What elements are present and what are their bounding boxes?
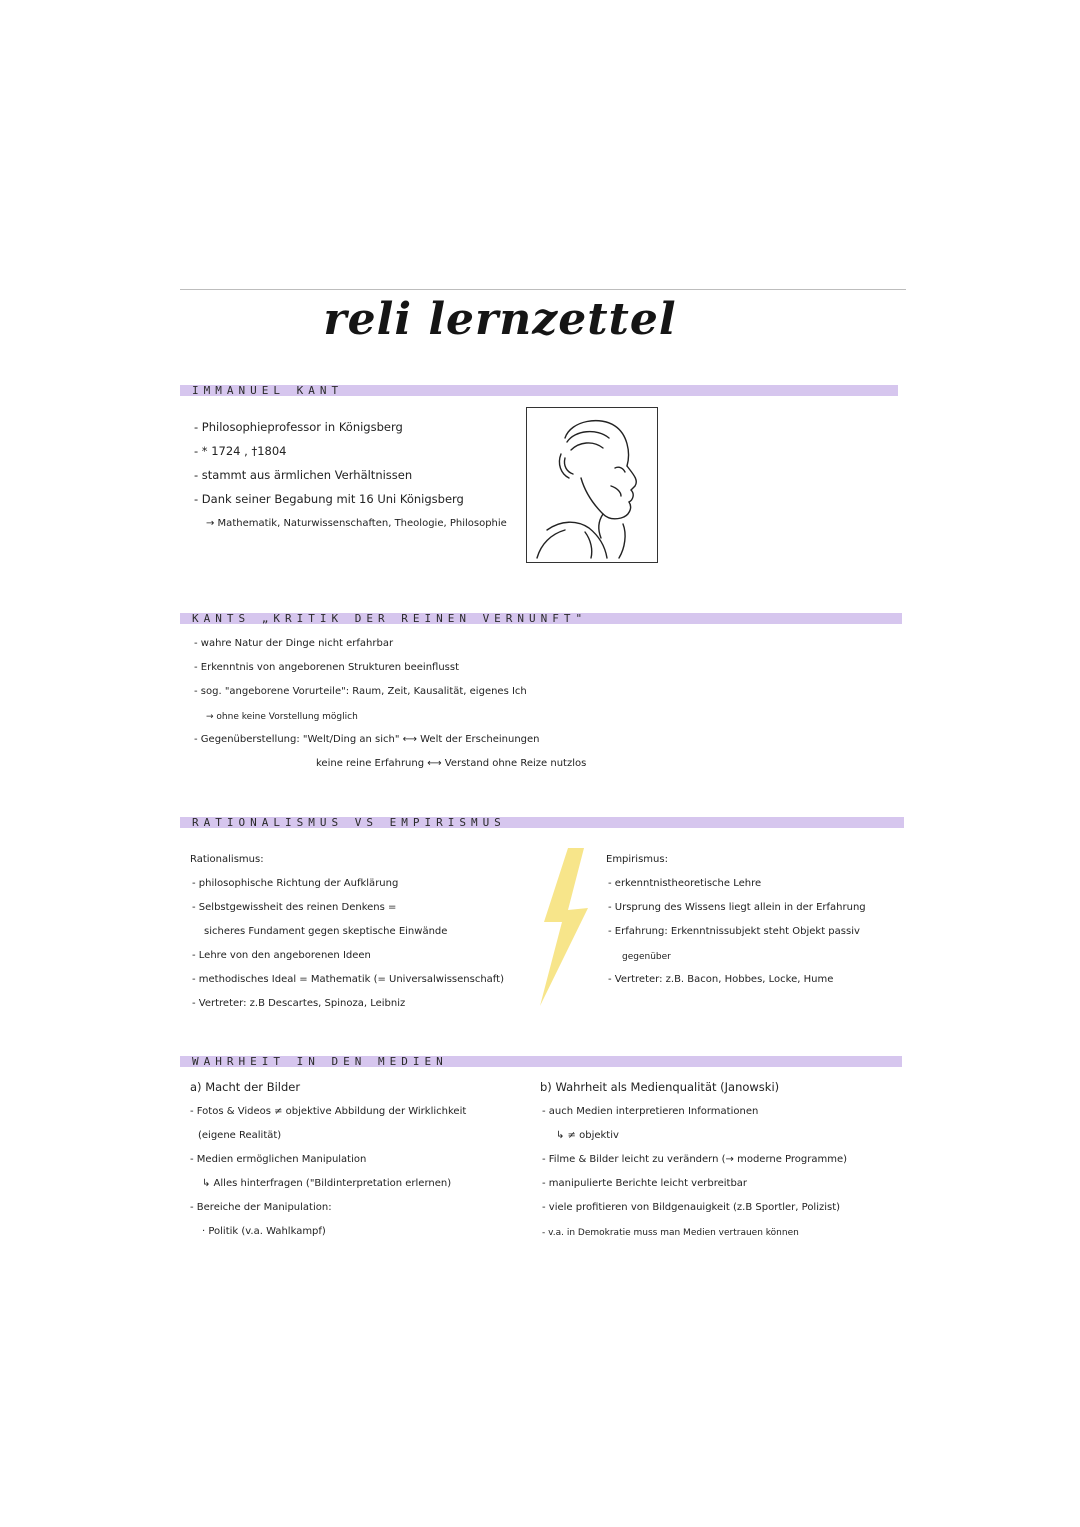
section-heading-rat-emp: RATIONALISMUS VS EMPIRISMUS — [180, 817, 904, 828]
rationalismus-line-1: - philosophische Richtung der Aufklärung — [192, 878, 399, 889]
kritik-line-5: - Gegenüberstellung: "Welt/Ding an sich" ⟷ Welt der Erscheinungen — [194, 734, 540, 745]
kant-portrait-icon — [526, 407, 658, 563]
section-heading-medien: WAHRHEIT IN DEN MEDIEN — [180, 1056, 902, 1067]
medien-right-line-2: ↳ ≠ objektiv — [556, 1130, 619, 1141]
medien-right-line-5: - viele profitieren von Bildgenauigkeit (z.B Sportler, Polizist) — [542, 1202, 841, 1213]
medien-right-line-1: - auch Medien interpretieren Informationen — [542, 1106, 759, 1117]
kant-line-2: - * 1724 , †1804 — [194, 444, 287, 458]
empirismus-line-1: - erkenntnistheoretische Lehre — [608, 878, 762, 889]
kritik-line-4: → ohne keine Vorstellung möglich — [206, 712, 358, 722]
kritik-line-6: keine reine Erfahrung ⟷ Verstand ohne Reize nutzlos — [316, 758, 587, 769]
medien-right-label: b) Wahrheit als Medienqualität (Janowski) — [540, 1080, 780, 1094]
rationalismus-line-6: - Vertreter: z.B Descartes, Spinoza, Leibniz — [192, 998, 406, 1009]
medien-left-line-6: · Politik (v.a. Wahlkampf) — [202, 1226, 326, 1237]
empirismus-label: Empirismus: — [606, 854, 668, 865]
empirismus-line-3: - Erfahrung: Erkenntnissubjekt steht Objekt passiv — [608, 926, 860, 937]
kant-line-3: - stammt aus ärmlichen Verhältnissen — [194, 468, 413, 482]
medien-right-line-6: - v.a. in Demokratie muss man Medien vertrauen können — [542, 1228, 799, 1238]
page-title: reli lernzettel — [323, 294, 677, 345]
rationalismus-line-5: - methodisches Ideal = Mathematik (= Universalwissenschaft) — [192, 974, 504, 985]
section-heading-kant: IMMANUEL KANT — [180, 385, 898, 396]
medien-left-line-1: - Fotos & Videos ≠ objektive Abbildung der Wirklichkeit — [190, 1106, 467, 1117]
rationalismus-line-2: - Selbstgewissheit des reinen Denkens = — [192, 902, 397, 913]
medien-left-line-3: - Medien ermöglichen Manipulation — [190, 1154, 367, 1165]
kant-line-1: - Philosophieprofessor in Königsberg — [194, 420, 403, 434]
medien-left-line-4: ↳ Alles hinterfragen ("Bildinterpretation erlernen) — [202, 1178, 452, 1189]
medien-right-line-3: - Filme & Bilder leicht zu verändern (→ moderne Programme) — [542, 1154, 848, 1165]
empirismus-line-2: - Ursprung des Wissens liegt allein in der Erfahrung — [608, 902, 866, 913]
top-rule — [180, 289, 906, 290]
kant-line-4: - Dank seiner Begabung mit 16 Uni Königsberg — [194, 492, 464, 506]
empirismus-line-5: - Vertreter: z.B. Bacon, Hobbes, Locke, Hume — [608, 974, 834, 985]
medien-left-label: a) Macht der Bilder — [190, 1080, 301, 1094]
kritik-line-3: - sog. "angeborene Vorurteile": Raum, Zeit, Kausalität, eigenes Ich — [194, 686, 527, 697]
medien-left-line-2: (eigene Realität) — [198, 1130, 282, 1141]
medien-right-line-4: - manipulierte Berichte leicht verbreitbar — [542, 1178, 748, 1189]
kant-line-5: → Mathematik, Naturwissenschaften, Theologie, Philosophie — [206, 518, 507, 529]
empirismus-line-4: gegenüber — [622, 952, 671, 962]
section-heading-kritik: KANTS „KRITIK DER REINEN VERNUNFT" — [180, 613, 902, 624]
rationalismus-line-4: - Lehre von den angeborenen Ideen — [192, 950, 371, 961]
rationalismus-line-3: sicheres Fundament gegen skeptische Einwände — [204, 926, 448, 937]
lightning-bolt-icon — [538, 848, 590, 1006]
medien-left-line-5: - Bereiche der Manipulation: — [190, 1202, 332, 1213]
rationalismus-label: Rationalismus: — [190, 854, 264, 865]
kritik-line-2: - Erkenntnis von angeborenen Strukturen beeinflusst — [194, 662, 460, 673]
kritik-line-1: - wahre Natur der Dinge nicht erfahrbar — [194, 638, 394, 649]
